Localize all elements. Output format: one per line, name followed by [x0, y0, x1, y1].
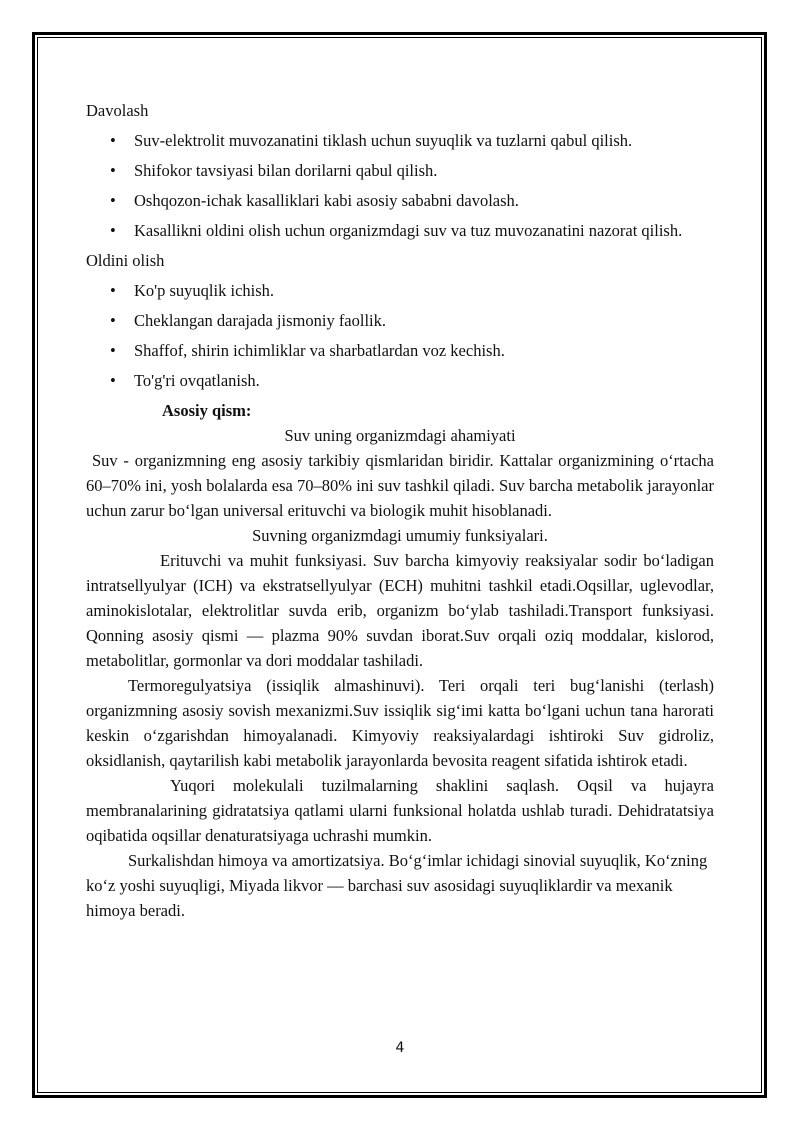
list-item: • Kasallikni oldini olish uchun organizmdagi suv va tuz muvozanatini nazorat qilish.	[86, 218, 714, 243]
paragraph-structure: Yuqori molekulali tuzilmalarning shaklini saqlash. Oqsil va hujayra membranalarining gidratatsiya qatlami ularni funksional holatda ushlab turadi. Dehidratatsiya oqibatida oqsillar denaturatsiyaga uchrashi mumkin.	[86, 776, 714, 845]
paragraph-solvent: Erituvchi va muhit funksiyasi. Suv barcha kimyoviy reaksiyalar sodir bo‘ladigan intratsellyulyar (ICH) va ekstratsellyulyar (ECH) muhitni tashkil etadi.Oqsillar, uglevodlar, aminokislotalar, elektrolitlar suvda erib, organizm bo‘ylab tashiladi.Transport funksiyasi. Qonning asosiy qismi — plazma 90% suvdan iborat.Suv orqali oziq moddalar, kislorod, metabolitlar, gormonlar va dori moddalar tashiladi.	[86, 551, 714, 670]
bullet-icon: •	[110, 341, 116, 360]
bullet-icon: •	[110, 371, 116, 390]
paragraph-protection: Surkalishdan himoya va amortizatsiya. Bo‘g‘imlar ichidagi sinovial suyuqlik, Ko‘zning ko‘z yoshi suyuqligi, Miyada likvor — barchasi suv asosidagi suyuqliklardir va mexanik himoya beradi.	[86, 851, 708, 920]
bullet-icon: •	[110, 161, 116, 180]
bullet-icon: •	[110, 131, 116, 150]
paragraph-thermoregulation: Termoregulyatsiya (issiqlik almashinuvi). Teri orqali teri bug‘lanishi (terlash) organizmning asosiy sovish mexanizmi.Suv issiqlik sig‘imi katta bo‘lgani uchun tana harorati keskin o‘zgarishdan himoyalanadi. Kimyoviy reaksiyalardagi ishtiroki Suv gidroliz, oksidlanish, qaytarilish kabi metabolik jarayonlarda bevosita reagent sifatida ishtirok etadi.	[86, 676, 714, 770]
section-title: Asosiy qism:	[162, 401, 252, 420]
bullet-icon: •	[110, 191, 116, 210]
list-item: • To'g'ri ovqatlanish.	[86, 368, 714, 393]
page-number: 4	[395, 1040, 405, 1056]
list-item: • Ko'p suyuqlik ichish.	[86, 278, 714, 303]
bullet-icon: •	[110, 281, 116, 300]
functions-title: Suvning organizmdagi umumiy funksiyalari.	[252, 526, 548, 545]
treatment-list	[86, 128, 714, 243]
intro-paragraph: Suv - organizmning eng asosiy tarkibiy qismlaridan biridir. Kattalar organizmining o‘rtacha 60–70% ini, yosh bolalarda esa 70–80% ini suv tashkil qiladi. Suv barcha metabolik jarayonlar uchun zarur bo‘lgan universal erituvchi va biologik muhit hisoblanadi.	[86, 451, 714, 520]
prevention-list	[86, 278, 714, 393]
bullet-icon: •	[110, 221, 116, 240]
list-item: • Suv-elektrolit muvozanatini tiklash uchun suyuqlik va tuzlarni qabul qilish.	[86, 128, 714, 153]
list-item: • Shaffof, shirin ichimliklar va sharbatlardan voz kechish.	[86, 338, 714, 363]
list-item: • Cheklangan darajada jismoniy faollik.	[86, 308, 714, 333]
treatment-heading: Davolash	[86, 101, 149, 120]
list-item: • Oshqozon-ichak kasalliklari kabi asosiy sababni davolash.	[86, 188, 714, 213]
prevention-heading: Oldini olish	[86, 251, 165, 270]
section-subtitle: Suv uning organizmdagi ahamiyati	[284, 426, 516, 445]
bullet-icon: •	[110, 311, 116, 330]
list-item: • Shifokor tavsiyasi bilan dorilarni qabul qilish.	[86, 158, 714, 183]
document-body	[86, 98, 714, 923]
